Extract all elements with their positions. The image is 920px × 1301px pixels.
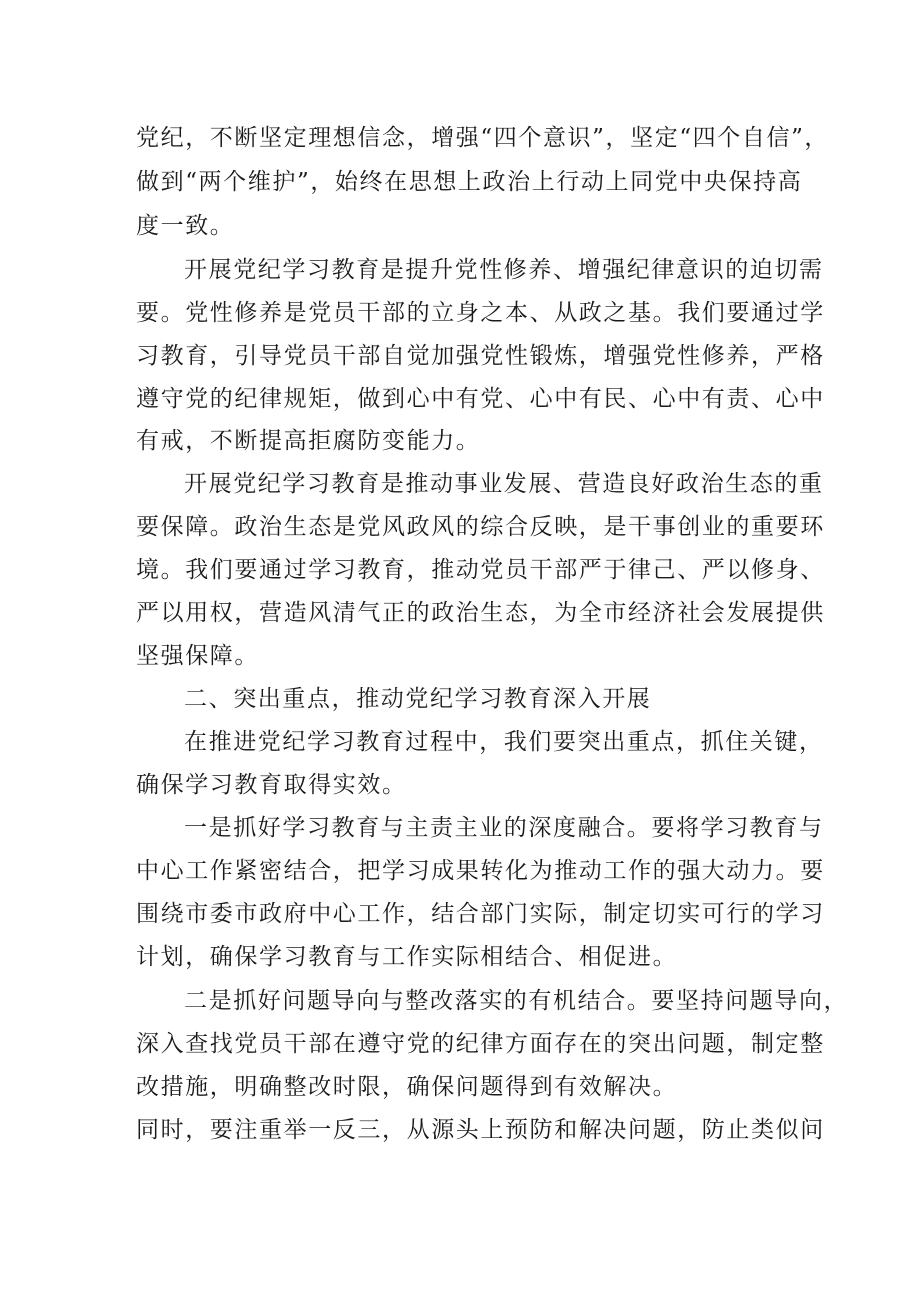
text-line: 境。我们要通过学习教育，推动党员干部严于律己、严以修身、	[136, 557, 825, 583]
paragraph-start: 一是抓好学习教育与主责主业的深度融合。要将学习教育与	[184, 815, 824, 841]
text-line: 遵守党的纪律规矩，做到心中有党、心中有民、心中有责、心中	[136, 386, 825, 412]
text-line: 确保学习教育取得实效。	[136, 772, 407, 798]
text-line: 围绕市委市政府中心工作，结合部门实际，制定切实可行的学习	[136, 901, 825, 927]
text-line: 有戒，不断提高拒腐防变能力。	[136, 428, 481, 454]
text-line: 要保障。政治生态是党风政风的综合反映，是干事创业的重要环	[136, 514, 825, 540]
text-line: 改措施，明确整改时限，确保问题得到有效解决。	[136, 1074, 678, 1100]
section-heading: 二、突出重点，推动党纪学习教育深入开展	[184, 686, 652, 712]
text-line: 要。党性修养是党员干部的立身之本、从政之基。我们要通过学	[136, 300, 825, 326]
paragraph-start: 二是抓好问题导向与整改落实的有机结合。要坚持问题导向，	[184, 988, 849, 1014]
text-line: 做到“两个维护”，始终在思想上政治上行动上同党中央保持高	[136, 169, 803, 195]
text-line: 严以用权，营造风清气正的政治生态，为全市经济社会发展提供	[136, 600, 825, 626]
text-line: 度一致。	[136, 213, 235, 239]
text-line: 深入查找党员干部在遵守党的纪律方面存在的突出问题，制定整	[136, 1031, 825, 1057]
paragraph-start: 开展党纪学习教育是推动事业发展、营造良好政治生态的重	[184, 471, 824, 497]
paragraph-start: 开展党纪学习教育是提升党性修养、增强纪律意识的迫切需	[184, 257, 824, 283]
text-line: 同时，要注重举一反三，从源头上预防和解决问题，防止类似问	[136, 1117, 825, 1143]
text-line: 习教育，引导党员干部自觉加强党性锻炼，增强党性修养，严格	[136, 343, 825, 369]
paragraph-start: 在推进党纪学习教育过程中，我们要突出重点，抓住关键，	[184, 729, 824, 755]
text-line: 党纪，不断坚定理想信念，增强“四个意识”，坚定“四个自信”，	[136, 125, 830, 151]
text-line: 坚强保障。	[136, 643, 259, 669]
text-line: 中心工作紧密结合，把学习成果转化为推动工作的强大动力。要	[136, 858, 825, 884]
text-line: 计划，确保学习教育与工作实际相结合、相促进。	[136, 944, 678, 970]
